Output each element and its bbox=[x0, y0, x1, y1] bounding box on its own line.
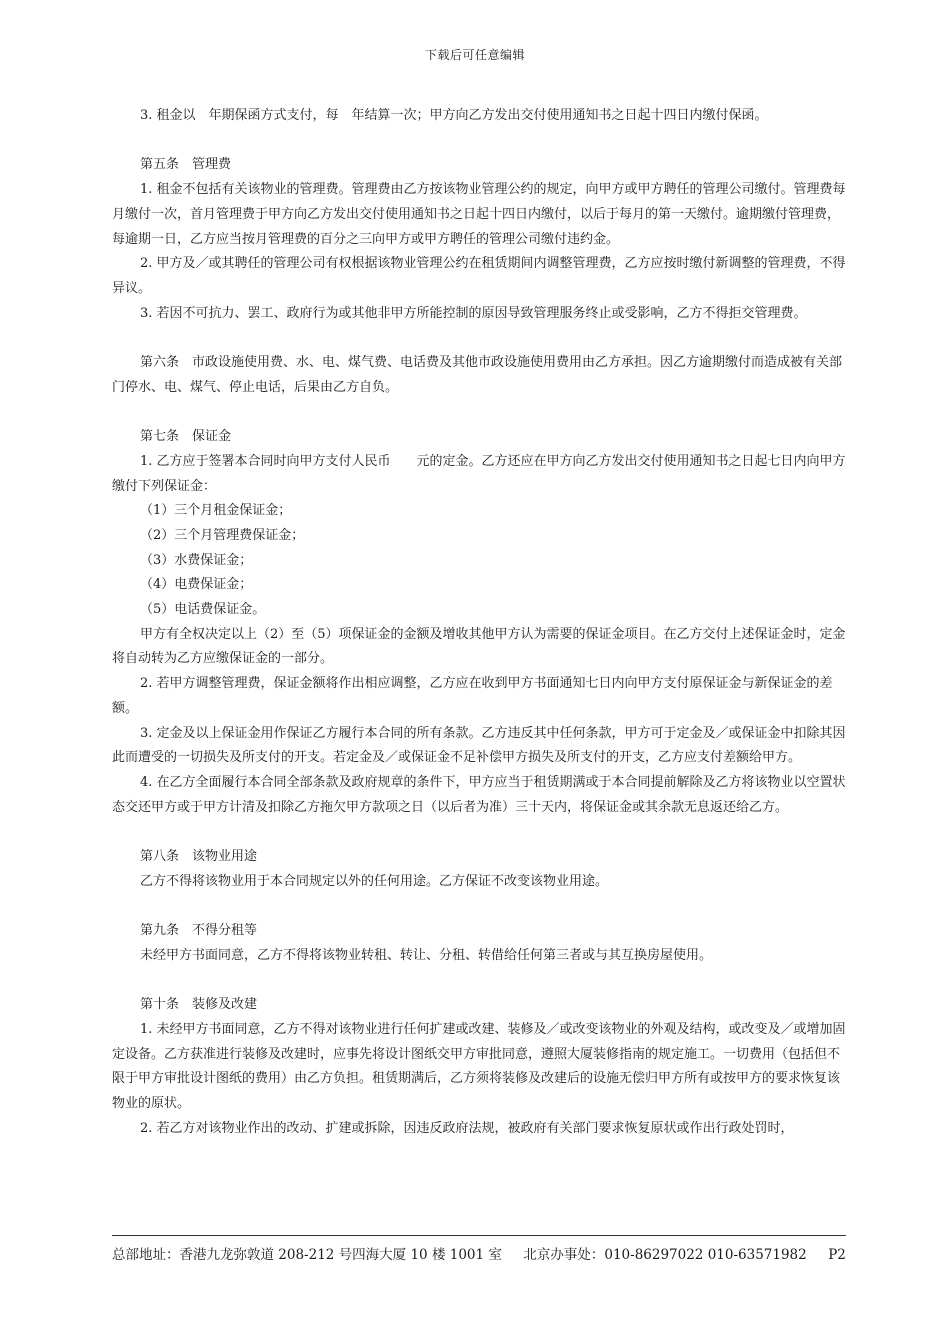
clause-7-item-3: 3. 定金及以上保证金用作保证乙方履行本合同的所有条款。乙方违反其中任何条款，甲方可于定金及／或保证金中扣除其因此而遭受的一切损失及所支付的开支。若定金及／或保证金不足补偿甲方损失及所支付的开支，乙方应支付差额给甲方。 bbox=[112, 725, 846, 766]
footer-hq-address: 总部地址：香港九龙弥敦道 208-212 号四海大厦 10 楼 1001 室 bbox=[112, 1247, 502, 1263]
clause-9-heading: 第九条 不得分租等 bbox=[140, 923, 258, 939]
clause-5-item-2: 2. 甲方及／或其聘任的管理公司有权根据该物业管理公约在租赁期间内调整管理费，乙方应按时缴付新调整的管理费，不得异议。 bbox=[112, 256, 846, 296]
document-body bbox=[112, 104, 846, 1141]
deposit-list-item: （2）三个月管理费保证金； bbox=[140, 527, 305, 543]
clause-6: 第六条 市政设施使用费、水、电、煤气费、电话费及其他市政设施使用费用由乙方承担。因乙方逾期缴付而造成被有关部门停水、电、煤气、停止电话，后果由乙方自负。 bbox=[112, 355, 843, 395]
clause-8-body: 乙方不得将该物业用于本合同规定以外的任何用途。乙方保证不改变该物业用途。 bbox=[140, 873, 609, 889]
deposit-list-item: （1）三个月租金保证金； bbox=[140, 503, 292, 519]
clause-9-body: 未经甲方书面同意，乙方不得将该物业转租、转让、分租、转借给任何第三者或与其互换房屋使用。 bbox=[140, 947, 713, 963]
footer-divider bbox=[112, 1235, 846, 1236]
clause-7-note: 甲方有全权决定以上（2）至（5）项保证金的金额及增收其他甲方认为需要的保证金项目。在乙方交付上述保证金时，定金将自动转为乙方应缴保证金的一部分。 bbox=[112, 626, 846, 667]
deposit-list-item: （5）电话费保证金。 bbox=[140, 602, 266, 618]
clause-7-item-2: 2. 若甲方调整管理费，保证金额将作出相应调整，乙方应在收到甲方书面通知七日内向甲方支付原保证金与新保证金的差额。 bbox=[112, 676, 833, 716]
page-header-note: 下载后可任意编辑 bbox=[424, 48, 525, 62]
footer-page-number: P2 bbox=[828, 1247, 846, 1263]
clause-8-heading: 第八条 该物业用途 bbox=[140, 849, 258, 865]
clause-5-item-1: 1. 租金不包括有关该物业的管理费。管理费由乙方按该物业管理公约的规定，向甲方或甲方聘任的管理公司缴付。管理费每月缴付一次，首月管理费于甲方向乙方发出交付使用通知书之日起十四日内缴付，以后于每月的第一天缴付。逾期缴付管理费，每逾期一日，乙方应当按月管理费的百分之三向甲方或甲方聘任的管理公司缴付违约金。 bbox=[112, 182, 846, 247]
deposit-list-item: （4）电费保证金； bbox=[140, 577, 253, 593]
clause-10-heading: 第十条 装修及改建 bbox=[140, 997, 258, 1013]
clause-7-item-4: 4. 在乙方全面履行本合同全部条款及政府规章的条件下，甲方应当于租赁期满或于本合同提前解除及乙方将该物业以空置状态交还甲方或于甲方计清及扣除乙方拖欠甲方款项之日（以后者为准）三十天内，将保证金或其余款无息返还给乙方。 bbox=[112, 774, 846, 815]
clause-10-item-1: 1. 未经甲方书面同意，乙方不得对该物业进行任何扩建或改建、装修及／或改变该物业的外观及结构，或改变及／或增加固定设备。乙方获准进行装修及改建时，应事先将设计图纸交甲方审批同意，遵照大厦装修指南的规定施工。一切费用（包括但不限于甲方审批设计图纸的费用）由乙方负担。租赁期满后，乙方须将装修及改建后的设施无偿归甲方所有或按甲方的要求恢复该物业的原状。 bbox=[112, 1021, 846, 1112]
clause-5-item-3: 3. 若因不可抗力、罢工、政府行为或其他非甲方所能控制的原因导致管理服务终止或受影响，乙方不得拒交管理费。 bbox=[140, 305, 807, 321]
deposit-list-item: （3）水费保证金； bbox=[140, 552, 253, 568]
clause-7-item-1: 1. 乙方应于签署本合同时向甲方支付人民币 元的定金。乙方还应在甲方向乙方发出交付使用通知书之日起七日内向甲方缴付下列保证金： bbox=[112, 453, 846, 494]
clause-7-heading: 第七条 保证金 bbox=[140, 429, 232, 445]
footer-beijing-office: 北京办事处：010-86297022 010-63571982 bbox=[523, 1247, 807, 1263]
clause-4-item-3: 3. 租金以 年期保函方式支付，每 年结算一次；甲方向乙方发出交付使用通知书之日起十四日内缴付保函。 bbox=[140, 108, 768, 123]
page-footer bbox=[112, 1245, 846, 1265]
clause-10-item-2: 2. 若乙方对该物业作出的改动、扩建或拆除，因违反政府法规，被政府有关部门要求恢复原状或作出行政处罚时， bbox=[140, 1120, 794, 1136]
clause-5-heading: 第五条 管理费 bbox=[140, 157, 232, 173]
